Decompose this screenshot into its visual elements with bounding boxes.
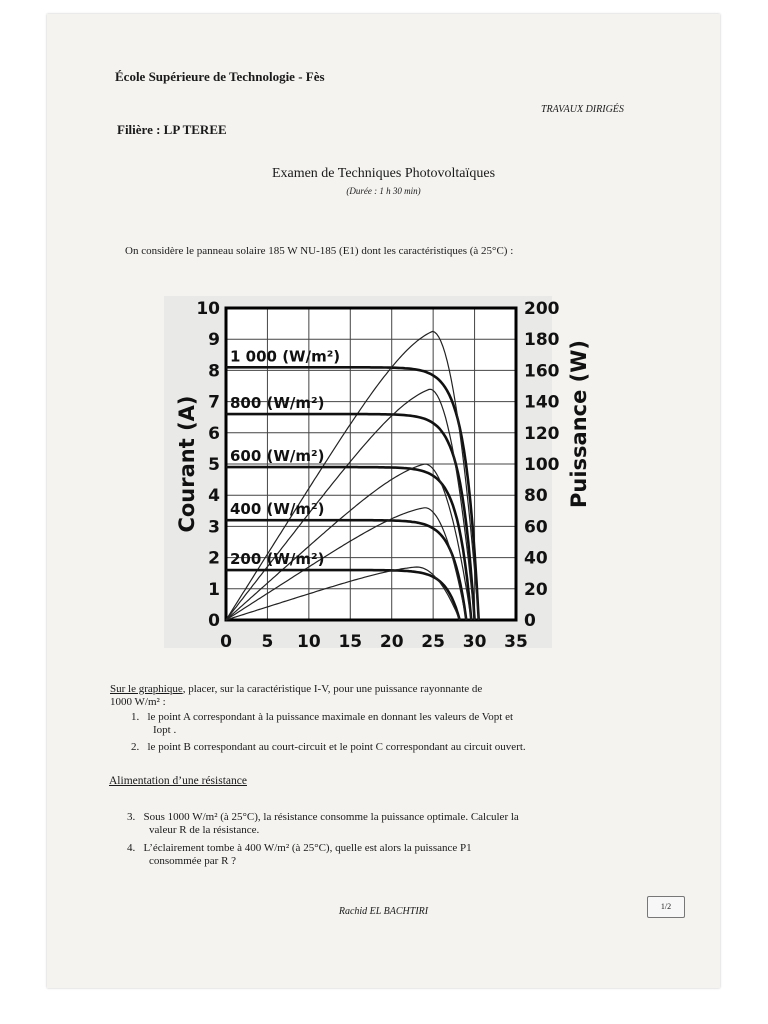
y2-tick-label: 60 (524, 517, 548, 538)
intro-text: On considère le panneau solaire 185 W NU-185 (E1) dont les caractéristiques (à 25°C) : (125, 245, 514, 257)
y-tick-label: 3 (208, 517, 220, 538)
y-tick-label: 5 (208, 455, 220, 475)
x-tick-label: 20 (379, 632, 404, 652)
x-tick-label: 15 (338, 632, 363, 652)
y2-tick-label: 140 (524, 392, 560, 413)
question-3-line1: Sous 1000 W/m² (à 25°C), la résistance consomme la puissance optimale. Calculer la (143, 811, 519, 823)
question-3-line2: valeur R de la résistance. (149, 824, 260, 836)
y-tick-label: 6 (208, 423, 220, 444)
y-tick-label: 9 (208, 330, 220, 351)
x-tick-label: 25 (421, 632, 445, 652)
question-intro-line2: 1000 W/m² : (110, 696, 166, 708)
question-1-number: 1. (131, 711, 140, 723)
y-tick-label: 1 (208, 579, 220, 600)
y-tick-label: 8 (208, 361, 220, 382)
y2-tick-label: 40 (524, 548, 548, 569)
question-intro (110, 683, 482, 709)
y2-tick-label: 0 (524, 611, 536, 631)
y-tick-label: 10 (196, 299, 220, 319)
exam-duration: (Durée : 1 h 30 min) (346, 186, 421, 196)
question-1-line2: Iopt . (153, 724, 177, 736)
y-tick-label: 0 (208, 611, 220, 631)
question-2-number: 2. (131, 741, 140, 753)
y2-tick-label: 180 (524, 330, 560, 351)
filiere-label: Filière : LP TEREE (117, 122, 227, 137)
page-number: 1/2 (647, 896, 685, 918)
x-tick-label: 35 (504, 632, 528, 652)
x-tick-label: 5 (261, 632, 274, 652)
series-label: 600 (W/m²) (230, 447, 325, 466)
td-label: TRAVAUX DIRIGÉS (541, 104, 624, 115)
question-3 (127, 811, 519, 837)
y2-tick-label: 80 (524, 486, 548, 507)
y-tick-label: 4 (208, 486, 220, 507)
exam-sheet (47, 14, 720, 988)
y2-tick-label: 20 (524, 579, 548, 600)
question-1 (131, 711, 513, 737)
question-2-line1: le point B correspondant au court-circuit et le point C correspondant au circuit ouvert. (147, 741, 526, 753)
y2-tick-label: 160 (524, 361, 560, 382)
y-tick-label: 2 (208, 548, 220, 569)
question-intro-rest: , placer, sur la caractéristique I-V, pour une puissance rayonnante de (182, 683, 483, 695)
question-4-line1: L’éclairement tombe à 400 W/m² (à 25°C), quelle est alors la puissance P1 (143, 842, 472, 854)
question-3-number: 3. (127, 811, 136, 823)
series-label: 200 (W/m²) (230, 550, 325, 569)
section-title: Alimentation d’une résistance (109, 775, 247, 787)
x-tick-label: 30 (462, 632, 487, 652)
question-4-line2: consommée par R ? (149, 855, 237, 867)
series-label: 400 (W/m²) (230, 500, 325, 519)
sur-le-graphique: Sur le graphique (110, 683, 183, 695)
series-label: 1 000 (W/m²) (230, 347, 341, 366)
y-axis-title: Courant (A) (175, 395, 199, 533)
iv-pv-chart (114, 282, 591, 652)
chart-svg (114, 282, 591, 652)
y2-axis-title: Puissance (W) (567, 339, 591, 509)
x-tick-label: 0 (220, 632, 232, 652)
author-name: Rachid EL BACHTIRI (338, 906, 429, 917)
x-tick-label: 10 (297, 632, 321, 652)
series-label: 800 (W/m²) (230, 394, 325, 413)
y2-tick-label: 120 (524, 423, 560, 444)
y2-tick-label: 200 (524, 299, 560, 319)
question-4-number: 4. (127, 842, 136, 854)
school-name: École Supérieure de Technologie - Fès (115, 69, 325, 84)
exam-title: Examen de Techniques Photovoltaïques (271, 166, 496, 181)
question-4 (127, 842, 472, 868)
question-2 (131, 741, 526, 754)
question-1-line1: le point A correspondant à la puissance maximale en donnant les valeurs de Vopt et (147, 711, 514, 723)
y-tick-label: 7 (208, 392, 220, 413)
y2-tick-label: 100 (524, 455, 560, 475)
